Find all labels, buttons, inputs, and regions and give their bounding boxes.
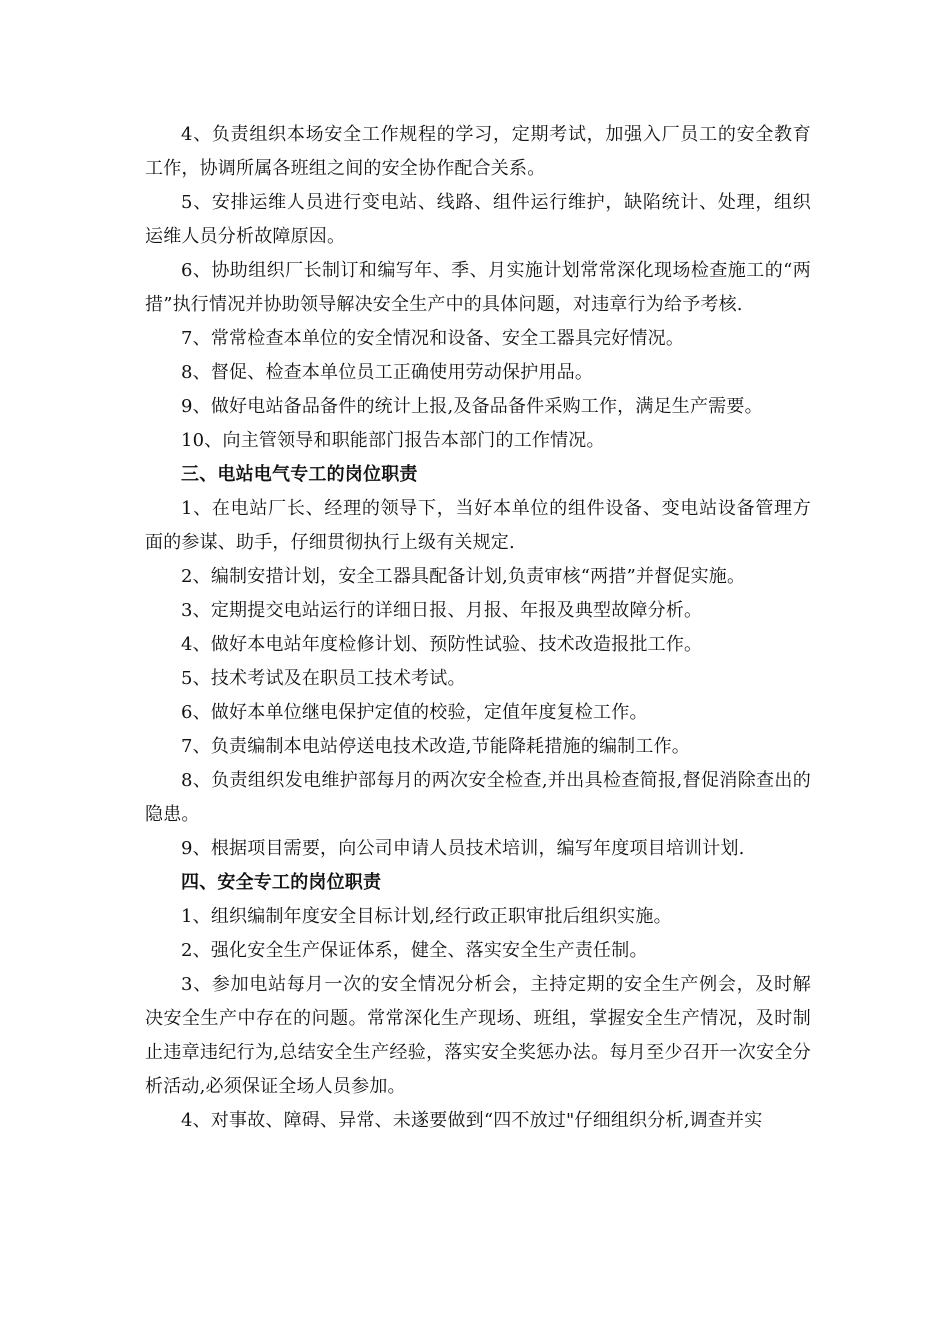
- paragraph-duty-4: 4、负责组织本场安全工作规程的学习，定期考试，加强入厂员工的安全教育工作，协调所属各班组之间的安全协作配合关系。: [145, 124, 811, 179]
- paragraph-safety-1: 1、组织编制年度安全目标计划,经行政正职审批后组织实施。: [181, 906, 672, 927]
- paragraph-electrical-7: 7、负责编制本电站停送电技术改造,节能降耗措施的编制工作。: [181, 736, 690, 757]
- paragraph-electrical-1: 1、在电站厂长、经理的领导下，当好本单位的组件设备、变电站设备管理方面的参谋、助手，仔细贯彻执行上级有关规定.: [145, 498, 811, 553]
- paragraph-electrical-2: 2、编制安措计划，安全工器具配备计划,负责审核“两措”并督促实施。: [181, 566, 746, 587]
- document-body: [145, 118, 811, 1138]
- paragraph-duty-10: 10、向主管领导和职能部门报告本部门的工作情况。: [181, 430, 605, 451]
- paragraph-electrical-8: 8、负责组织发电维护部每月的两次安全检查,并出具检查简报,督促消除查出的隐患。: [145, 770, 811, 825]
- paragraph-electrical-5: 5、技术考试及在职员工技术考试。: [181, 668, 466, 689]
- paragraph-duty-9: 9、做好电站备品备件的统计上报,及备品备件采购工作，满足生产需要。: [181, 396, 763, 417]
- paragraph-safety-4: 4、对事故、障碍、异常、未遂要做到“四不放过"仔细组织分析,调查并实: [181, 1110, 763, 1131]
- paragraph-electrical-4: 4、做好本电站年度检修计划、预防性试验、技术改造报批工作。: [181, 634, 703, 655]
- section-heading-electrical-engineer: 三、电站电气专工的岗位职责: [181, 464, 418, 485]
- paragraph-duty-8: 8、督促、检查本单位员工正确使用劳动保护用品。: [181, 362, 594, 383]
- paragraph-duty-5: 5、安排运维人员进行变电站、线路、组件运行维护，缺陷统计、处理，组织运维人员分析故障原因。: [145, 192, 811, 247]
- paragraph-electrical-3: 3、定期提交电站运行的详细日报、月报、年报及典型故障分析。: [181, 600, 703, 621]
- paragraph-safety-2: 2、强化安全生产保证体系，健全、落实安全生产责任制。: [181, 940, 648, 961]
- paragraph-duty-6: 6、协助组织厂长制订和编写年、季、月实施计划常常深化现场检查施工的“两措”执行情况并协助领导解决安全生产中的具体问题，对违章行为给予考核.: [145, 260, 811, 315]
- paragraph-electrical-6: 6、做好本单位继电保护定值的校验，定值年度复检工作。: [181, 702, 648, 723]
- section-heading-safety-engineer: 四、安全专工的岗位职责: [181, 872, 382, 893]
- paragraph-electrical-9: 9、根据项目需要，向公司申请人员技术培训，编写年度项目培训计划.: [181, 838, 745, 859]
- paragraph-duty-7: 7、常常检查本单位的安全情况和设备、安全工器具完好情况。: [181, 328, 685, 349]
- paragraph-safety-3: 3、参加电站每月一次的安全情况分析会，主持定期的安全生产例会，及时解决安全生产中存在的问题。常常深化生产现场、班组，掌握安全生产情况，及时制止违章违纪行为,总结安全生产经验，落实安全奖惩办法。每月至少召开一次安全分析活动,必须保证全场人员参加。: [145, 974, 811, 1097]
